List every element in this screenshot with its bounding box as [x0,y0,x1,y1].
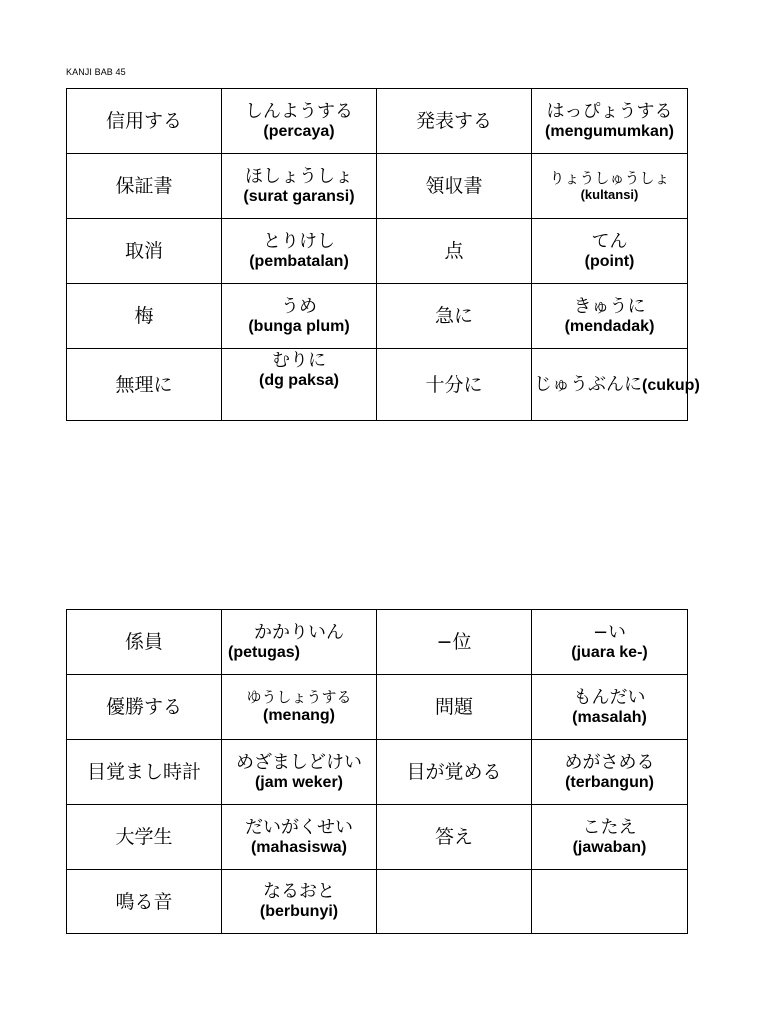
indonesian-meaning: (surat garansi) [243,187,355,205]
reading-cell [532,89,688,154]
kanji-term: 発表する [415,110,492,132]
kanji-term: 目が覚める [406,761,502,783]
kana-reading: ほしょうしょ [245,165,353,187]
reading-cell [222,284,377,349]
kanji-cell [377,284,532,349]
kana-reading: かかりいん [254,621,344,643]
kana-reading: めざましどけい [236,751,362,773]
kanji-cell [67,870,222,934]
table-row [67,805,688,870]
indonesian-meaning: (kultansi) [580,186,639,202]
indonesian-meaning: (terbangun) [565,773,654,791]
reading-cell [532,349,700,421]
indonesian-meaning: (percaya) [263,122,335,140]
kanji-cell [377,740,532,805]
kanji-cell [67,89,222,154]
table-row [67,154,688,219]
kana-reading: だいがくせい [245,816,353,838]
reading-cell [532,805,688,870]
table-row [67,89,688,154]
kanji-cell [377,610,532,675]
indonesian-meaning: (mahasiswa) [250,838,348,856]
indonesian-meaning: (jam weker) [254,773,344,791]
empty-cell [532,870,688,934]
kana-reading: もんだい [573,686,646,708]
table-row [67,740,688,805]
kanji-term: 答え [434,826,473,848]
kanji-term: 急に [434,305,473,327]
kanji-term: −位 [436,631,472,653]
kana-reading: めがさめる [564,751,655,773]
reading-cell [222,740,377,805]
kanji-cell [67,805,222,870]
kana-reading: てん [591,230,628,252]
table-row [67,870,688,934]
reading-cell [532,610,688,675]
reading-cell [532,154,688,219]
reading-cell [222,870,377,934]
kanji-cell [377,805,532,870]
table-row [67,219,688,284]
kanji-cell [67,219,222,284]
document-title: KANJI BAB 45 [66,67,126,77]
kanji-term: 問題 [434,696,473,718]
kana-reading: りょうしゅうしょ [549,168,670,187]
reading-cell [532,284,688,349]
kanji-term: 大学生 [115,826,173,848]
reading-cell [222,805,377,870]
kanji-cell [67,349,222,421]
kana-reading: しんようする [245,100,353,122]
kanji-cell [67,740,222,805]
indonesian-meaning: (pembatalan) [249,252,349,270]
kanji-term: 目覚まし時計 [86,761,201,783]
kanji-cell [377,675,532,740]
kanji-cell [377,349,532,421]
indonesian-meaning: (dg paksa) [258,372,339,389]
kanji-term: 保証書 [115,175,173,197]
kana-reading: むりに [272,350,326,371]
kanji-term: 十分に [425,373,483,396]
kana-reading: はっぴょうする [546,100,673,122]
kanji-term: 点 [444,240,464,262]
table-row [67,610,688,675]
kanji-cell [67,284,222,349]
kanji-term: 無理に [115,373,173,396]
reading-cell [222,89,377,154]
kanji-term: 領収書 [425,175,483,197]
kana-reading: じゅうぶんに [534,373,642,395]
indonesian-meaning: (cukup) [642,376,700,394]
empty-cell [377,870,532,934]
kanji-table-2 [66,609,688,934]
kanji-term: 鳴る音 [115,890,173,913]
kanji-term: 優勝する [105,696,182,718]
indonesian-meaning: (berbunyi) [259,903,339,920]
kanji-term: 梅 [134,305,154,327]
reading-cell [222,154,377,219]
reading-cell [532,219,688,284]
kanji-cell [67,610,222,675]
kana-reading: とりけし [263,230,335,252]
indonesian-meaning: (masalah) [572,708,647,726]
kanji-term: 係員 [124,631,163,653]
kanji-cell [377,89,532,154]
kana-reading: ゆうしょうする [246,688,352,706]
indonesian-meaning: (mendadak) [564,317,655,335]
indonesian-meaning: (juara ke-) [571,643,648,661]
reading-cell [222,349,377,421]
reading-cell [532,740,688,805]
kana-reading: きゅうに [573,295,646,317]
table-row [67,284,688,349]
kanji-cell [377,219,532,284]
indonesian-meaning: (mengumumkan) [545,122,674,140]
kana-reading: −い [592,621,627,643]
indonesian-meaning: (bunga plum) [248,317,350,335]
reading-cell [532,675,688,740]
indonesian-meaning: (point) [584,252,635,270]
indonesian-meaning: (petugas) [228,643,300,661]
kanji-term: 信用する [105,110,182,132]
kana-reading: こたえ [582,816,637,838]
kana-reading: なるおと [263,881,335,902]
table-row [67,675,688,740]
indonesian-meaning: (jawaban) [572,838,647,856]
kanji-cell [67,154,222,219]
kanji-cell [377,154,532,219]
indonesian-meaning: (menang) [263,707,335,724]
kana-reading: うめ [281,295,317,317]
table-row [67,349,688,421]
kanji-cell [67,675,222,740]
reading-cell [222,219,377,284]
kanji-table-1 [66,88,700,421]
reading-cell [222,675,377,740]
kanji-term: 取消 [124,240,163,262]
reading-cell [222,610,377,675]
